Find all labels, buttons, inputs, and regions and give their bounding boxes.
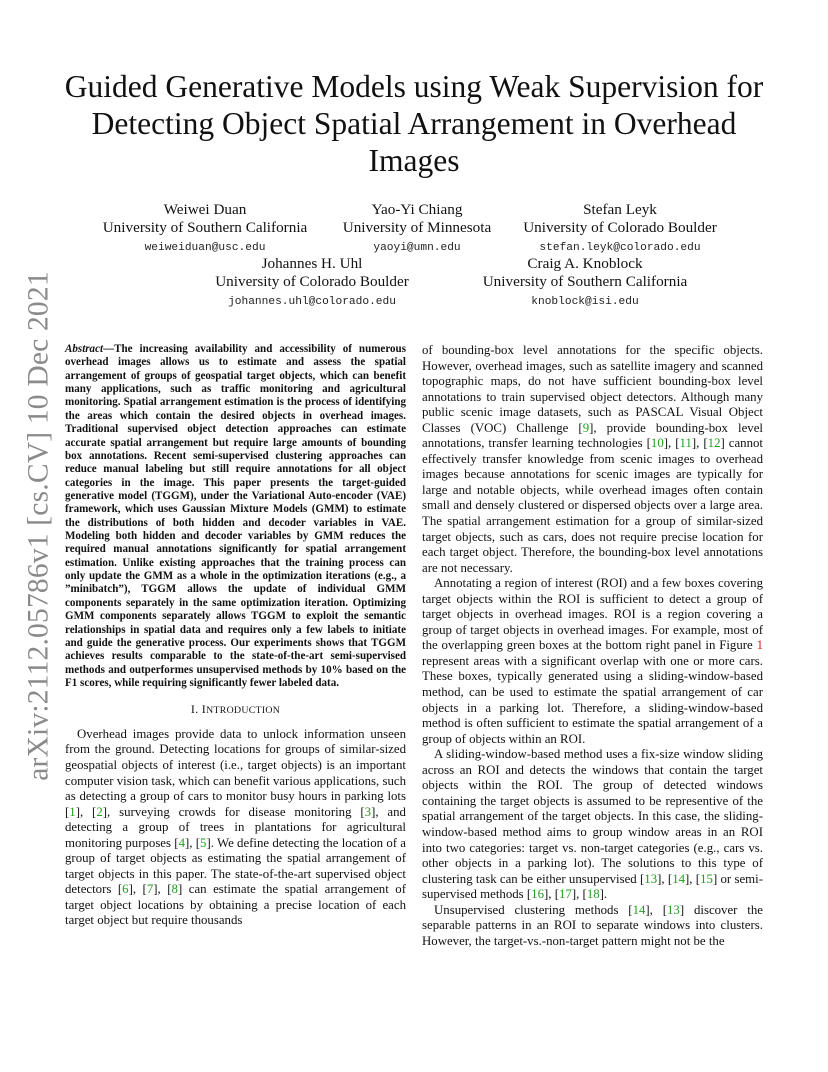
author-email: johannes.uhl@colorado.edu (228, 296, 396, 308)
author-name: Yao-Yi Chiang (371, 201, 463, 218)
citation-link[interactable]: 11 (679, 436, 692, 451)
author-email: stefan.leyk@colorado.edu (539, 242, 701, 254)
citation-link[interactable]: 14 (632, 902, 646, 917)
citation-link[interactable]: 13 (644, 871, 658, 886)
citation-link[interactable]: 9 (582, 420, 590, 435)
author-affiliation: University of Southern California (102, 219, 308, 236)
citation-link[interactable]: 2 (96, 804, 103, 819)
citation-link[interactable]: 6 (122, 882, 129, 897)
author-affiliation: University of Colorado Boulder (215, 273, 409, 290)
citation-link[interactable]: 8 (171, 882, 178, 897)
citation-link[interactable]: 10 (650, 436, 664, 451)
author-affiliation: University of Southern California (482, 273, 688, 290)
citation-link[interactable]: 4 (178, 835, 185, 850)
figure-reference-link[interactable]: 1 (756, 638, 763, 653)
section-title-rest: NTRODUCTION (206, 705, 281, 717)
abstract-text: —The increasing availability and accessibility of numerous overhead images allows us to estimate and assess the spatial arrangement of groups of geospatial target objects, which can benefit many applications, such as traffic monitoring and agricultural monitoring. Spatial arrangement estimation is the process of identifying the areas which contain the desired objects in overhead images. Traditional supervised object detection approaches can estimate accurate spatial arrangement but require large amounts of bounding box annotations. Recent semi-supervised clustering approaches can reduce manual labeling but still require annotations for all object categories in the image. This paper presents the target-guided generative model (TGGM), under the Variational Auto-encoder (VAE) framework, which uses Gaussian Mixture Models (GMM) to estimate the distributions of both hidden and decoder variables in VAE. Modeling both hidden and decoder variables by GMM reduces the required manual annotations significantly for spatial arrangement estimation. Unlike existing approaches that the training process can only update the GMM as a whole in the optimization iterations (e.g., a ”minibatch”), TGGM allows the update of individual GMM components separately in the same optimization iteration. Optimizing GMM components separately allows TGGM to exploit the semantic relationships in spatial data and requires only a few labels to initiate and guide the generative process. Our experiments shows that TGGM achieves results comparable to the state-of-the-art semi-supervised methods and outperformes unsupervised methods by 10% based on the F1 scores, while requiring significantly fewer labeled data. (65, 343, 406, 689)
author-affiliation: University of Minnesota (342, 219, 492, 236)
arxiv-stamp-text: arXiv:2112.05786v1 [cs.CV] 10 Dec 2021 (22, 271, 55, 781)
body-paragraph: of bounding-box level annotations for the specific objects. However, overhead images, such as satellite imagery and scanned topographic maps, do not have sufficient bounding-box level annotations to train supervised object detectors. Although many public scenic image datasets, such as PASCAL Visual Object Classes (VOC) Challenge [9], provide bounding-box level annotations, transfer learning technologies [10], [11], [12] cannot effectively transfer knowledge from scenic images to overhead images because annotations for scenic images are typically for large and notable objects, while overhead images often contain small and densely clustered or dispersed objects over a large area. The spatial arrangement estimation for a group of similar-sized target objects, such as cars, does not require precise location for each target object. Therefore, the bounding-box level annotations are not necessary. (422, 343, 763, 575)
author-name: Weiwei Duan (163, 201, 247, 218)
left-column (65, 343, 406, 929)
author-block (490, 201, 750, 257)
author-block (455, 255, 715, 311)
abstract (65, 343, 406, 690)
body-paragraph: A sliding-window-based method uses a fix-size window sliding across an ROI and detects the windows that contain the target objects within the ROI. The group of detected windows containing the target objects is assumed to be representive of the spatial arrangement of the target objects. In this case, the sliding-window-based method aims to group window areas in an ROI into two categories: target vs. non-target categories (e.g., cars vs. other objects in a parking lot). The solutions to this type of clustering task can be either unsupervised [13], [14], [15] or semi-supervised methods [16], [17], [18]. (422, 747, 764, 902)
author-email: weiweiduan@usc.edu (144, 242, 266, 254)
citation-link[interactable]: 15 (700, 871, 713, 886)
citation-link[interactable]: 17 (558, 887, 572, 902)
citation-link[interactable]: 1 (69, 804, 76, 819)
section-numeral: I. (190, 702, 199, 717)
citation-link[interactable]: 13 (667, 902, 680, 917)
intro-paragraph: Overhead images provide data to unlock information unseen from the ground. Detecting locations for groups of similar-sized geospatial objects of interest (i.e., target objects) is an important computer vision task, which can benefit various applications, such as detecting a group of cars to monitor busy hours in parking lots [1], [2], surveying crowds for disease monitoring [3], and detecting a group of trees in plantations for agricultural monitoring purposes [4], [5]. We define detecting the location of a group of target objects as estimating the spatial arrangement of target objects in this paper. The state-of-the-art supervised object detectors [6], [7], [8] can estimate the spatial arrangement of target object locations by obtaining a precise location of each target object but require thousands (65, 726, 406, 928)
citation-link[interactable]: 14 (672, 871, 686, 886)
citation-link[interactable]: 3 (364, 804, 372, 819)
right-column (422, 343, 763, 949)
body-paragraph: Unsupervised clustering methods [14], [13] discover the separable patterns in an ROI to separate windows into clusters. However, the target-vs.-non-target pattern might not be the (422, 902, 763, 948)
section-initial: I (201, 702, 207, 717)
author-email: yaoyi@umn.edu (373, 242, 461, 254)
author-name: Johannes H. Uhl (261, 255, 363, 272)
author-email: knoblock@isi.edu (531, 296, 639, 308)
body-paragraph: Annotating a region of interest (ROI) and a few boxes covering target objects within the ROI is sufficient to detect a group of target objects in overhead images. ROI is a region covering a group of target objects in overhead images. For example, most of the overlapping green boxes at the bottom right panel in Figure 1 represent areas with a significant overlap with one or more cars. These boxes, typically generated using a sliding-window-based method, can be used to estimate the spatial arrangement of car objects in a parking lot. Therefore, a sliding-window-based method is often sufficient to estimate the spatial arrangement of a group of objects within an ROI. (422, 576, 763, 746)
author-affiliation: University of Colorado Boulder (523, 219, 717, 236)
paper-title: Guided Generative Models using Weak Supervision for Detecting Object Spatial Arrangement in Overhead Images (64, 69, 764, 178)
author-block (182, 255, 442, 311)
citation-link[interactable]: 5 (200, 835, 207, 850)
citation-link[interactable]: 18 (586, 887, 600, 902)
section-heading-introduction (65, 702, 406, 719)
author-name: Stefan Leyk (583, 201, 657, 218)
arxiv-identifier-stamp (22, 271, 55, 781)
citation-link[interactable]: 12 (707, 436, 721, 451)
abstract-label: Abstract (65, 343, 104, 355)
citation-link[interactable]: 7 (146, 882, 154, 897)
author-name: Craig A. Knoblock (527, 255, 643, 272)
citation-link[interactable]: 16 (531, 887, 544, 902)
